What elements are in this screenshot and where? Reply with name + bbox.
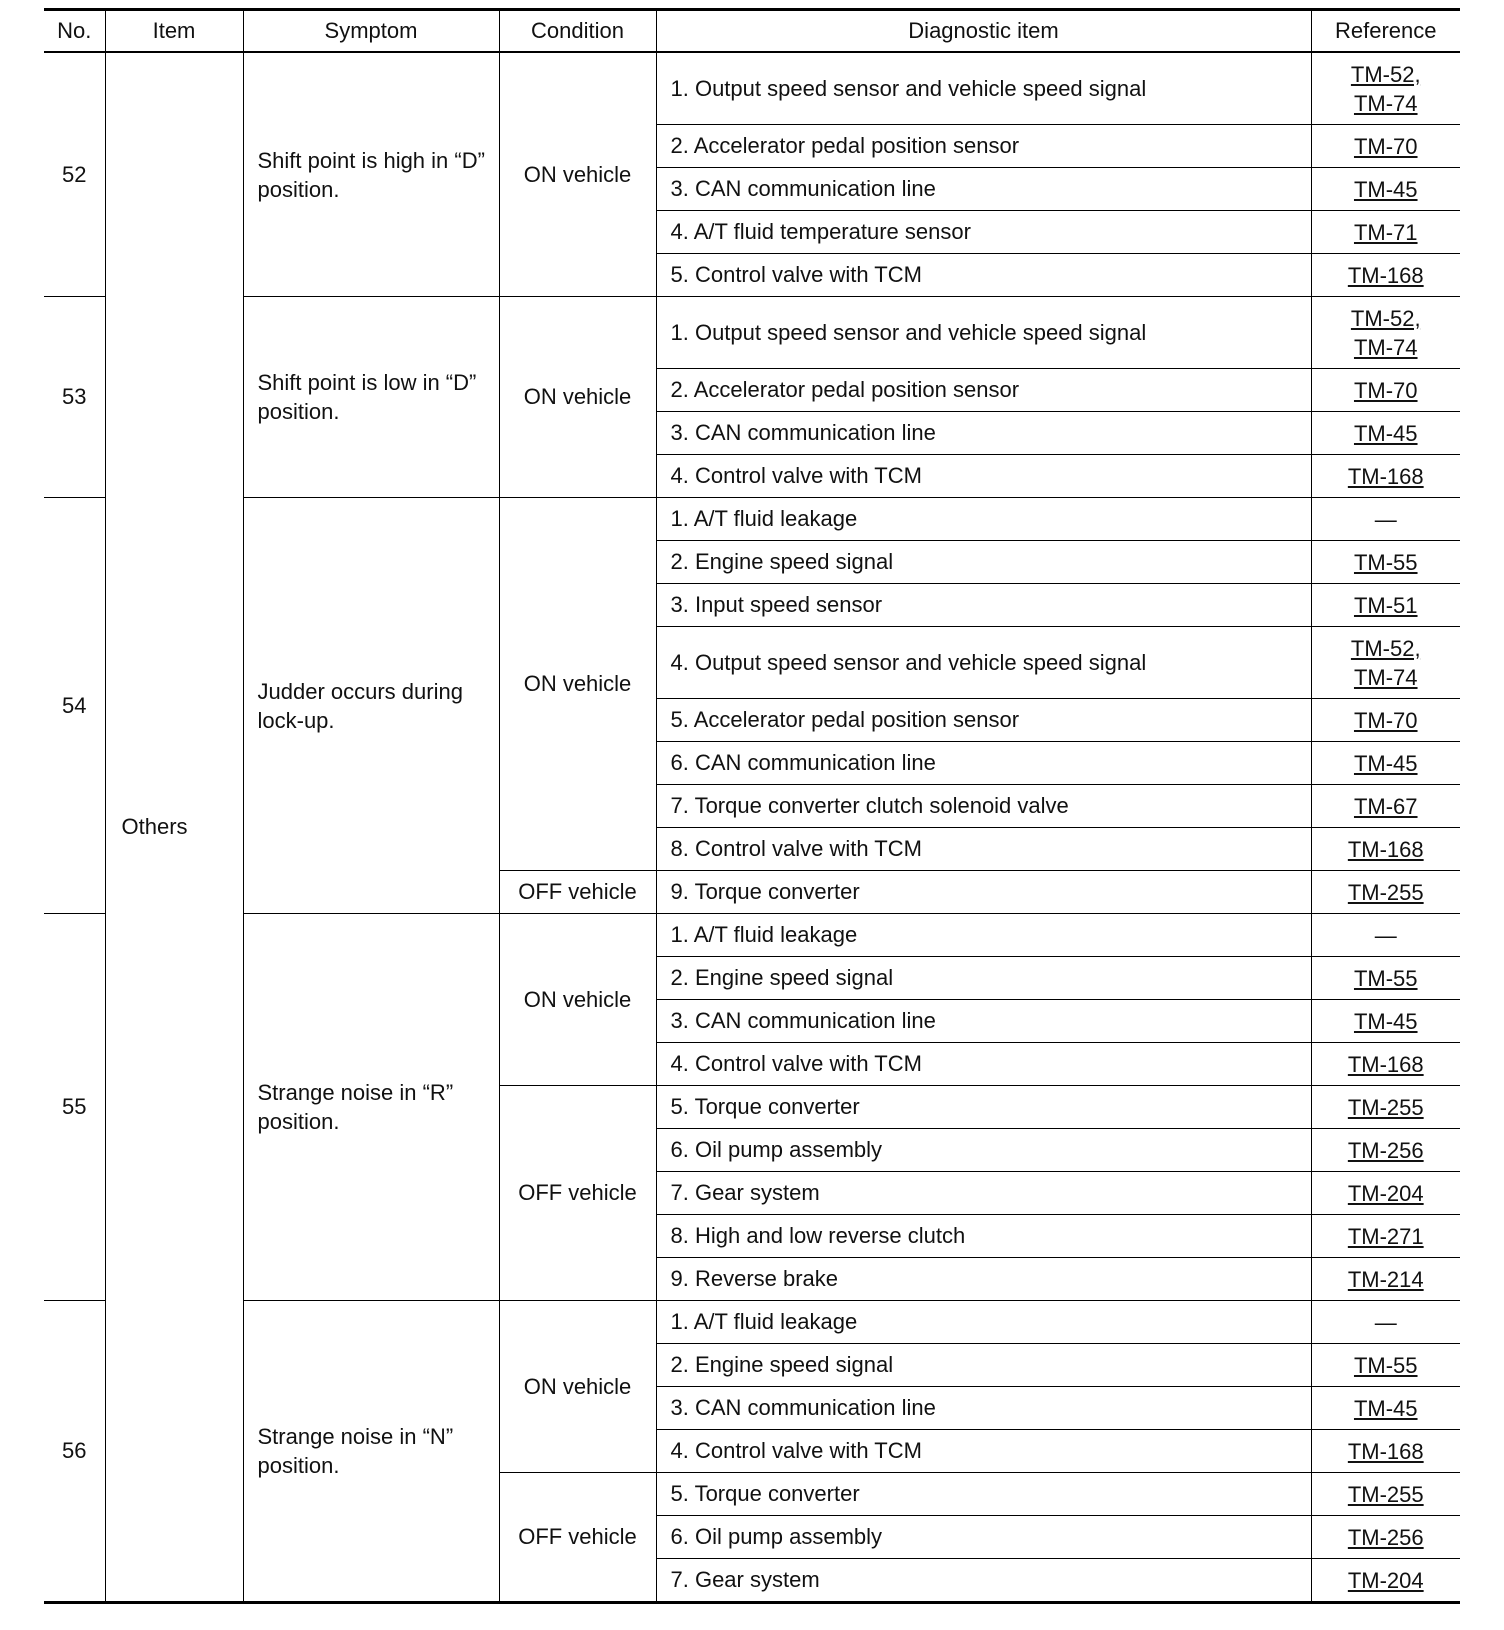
diagnostic-item-cell: 3. CAN communication line [656,1387,1311,1430]
reference-cell [1311,1473,1460,1516]
reference-link[interactable]: TM-52, [1350,61,1421,87]
reference-link[interactable]: TM-55 [1353,965,1418,991]
reference-link[interactable]: TM-256 [1347,1524,1424,1550]
reference-cell [1311,699,1460,742]
reference-cell [1311,412,1460,455]
diagnostic-item-cell: 3. CAN communication line [656,168,1311,211]
header-reference: Reference [1311,10,1460,53]
table-row [44,1301,1460,1344]
reference-cell [1311,627,1460,699]
reference-cell [1311,1430,1460,1473]
diagnostic-item-cell: 7. Gear system [656,1559,1311,1603]
symptom-cell: Strange noise in “R” position. [243,914,499,1301]
table-row [44,297,1460,369]
diagnostic-item-cell: 6. CAN communication line [656,742,1311,785]
condition-cell: ON vehicle [499,297,656,498]
reference-link[interactable]: TM-255 [1347,879,1424,905]
diagnostic-item-cell: 6. Oil pump assembly [656,1516,1311,1559]
row-number: 56 [44,1301,105,1603]
reference-cell [1311,1043,1460,1086]
reference-link[interactable]: TM-74 [1353,90,1418,116]
diagnostic-item-cell: 7. Gear system [656,1172,1311,1215]
symptom-cell: Shift point is low in “D” position. [243,297,499,498]
condition-cell: OFF vehicle [499,1086,656,1301]
reference-cell [1311,1215,1460,1258]
diagnostic-item-cell: 6. Oil pump assembly [656,1129,1311,1172]
reference-cell [1311,1387,1460,1430]
diagnostic-item-cell: 4. Control valve with TCM [656,455,1311,498]
row-number: 54 [44,498,105,914]
diagnostic-item-cell: 4. A/T fluid temperature sensor [656,211,1311,254]
header-row [44,10,1460,53]
reference-link[interactable]: TM-256 [1347,1137,1424,1163]
reference-link[interactable]: TM-45 [1353,1395,1418,1421]
reference-cell [1311,369,1460,412]
reference-cell [1311,1086,1460,1129]
reference-link[interactable]: TM-168 [1347,463,1424,489]
row-number: 55 [44,914,105,1301]
reference-link[interactable]: TM-271 [1347,1223,1424,1249]
diagnostic-item-cell: 7. Torque converter clutch solenoid valve [656,785,1311,828]
diagnostic-item-cell: 3. CAN communication line [656,1000,1311,1043]
reference-link[interactable]: TM-67 [1353,793,1418,819]
reference-link[interactable]: TM-71 [1353,219,1418,245]
diagnostic-item-cell: 8. Control valve with TCM [656,828,1311,871]
reference-cell [1311,455,1460,498]
symptom-cell: Judder occurs during lock-up. [243,498,499,914]
header-item: Item [105,10,243,53]
diagnostic-item-cell: 2. Engine speed signal [656,957,1311,1000]
diagnostic-item-cell: 4. Output speed sensor and vehicle speed signal [656,627,1311,699]
reference-cell [1311,168,1460,211]
reference-none: — [1374,1309,1397,1335]
reference-link[interactable]: TM-204 [1347,1180,1424,1206]
reference-link[interactable]: TM-204 [1347,1567,1424,1593]
reference-link[interactable]: TM-70 [1353,377,1418,403]
reference-cell [1311,914,1460,957]
reference-link[interactable]: TM-45 [1353,420,1418,446]
reference-link[interactable]: TM-52, [1350,635,1421,661]
diagnostic-item-cell: 8. High and low reverse clutch [656,1215,1311,1258]
reference-none: — [1374,922,1397,948]
header-diagnostic-item: Diagnostic item [656,10,1311,53]
diagnostic-item-cell: 1. Output speed sensor and vehicle speed signal [656,52,1311,125]
item-cell: Others [105,52,243,1603]
table-row [44,914,1460,957]
reference-link[interactable]: TM-255 [1347,1481,1424,1507]
header-symptom: Symptom [243,10,499,53]
table-row [44,498,1460,541]
row-number: 53 [44,297,105,498]
diagnostic-item-cell: 2. Accelerator pedal position sensor [656,369,1311,412]
diagnostic-item-cell: 3. Input speed sensor [656,584,1311,627]
reference-cell [1311,1000,1460,1043]
reference-cell [1311,1129,1460,1172]
table-body [44,52,1460,1603]
diagnostic-item-cell: 1. A/T fluid leakage [656,498,1311,541]
condition-cell: ON vehicle [499,914,656,1086]
reference-link[interactable]: TM-74 [1353,664,1418,690]
reference-cell [1311,957,1460,1000]
reference-link[interactable]: TM-55 [1353,1352,1418,1378]
reference-link[interactable]: TM-168 [1347,836,1424,862]
reference-link[interactable]: TM-74 [1353,334,1418,360]
symptom-cell: Strange noise in “N” position. [243,1301,499,1603]
condition-cell: OFF vehicle [499,871,656,914]
reference-cell [1311,1172,1460,1215]
diagnosis-table [44,8,1460,1604]
diagnostic-item-cell: 2. Engine speed signal [656,541,1311,584]
reference-link[interactable]: TM-52, [1350,305,1421,331]
reference-cell [1311,1258,1460,1301]
reference-link[interactable]: TM-214 [1347,1266,1424,1292]
reference-cell [1311,871,1460,914]
reference-cell [1311,742,1460,785]
reference-cell [1311,1559,1460,1603]
header-no: No. [44,10,105,53]
reference-link[interactable]: TM-55 [1353,549,1418,575]
reference-link[interactable]: TM-45 [1353,176,1418,202]
diagnostic-item-cell: 3. CAN communication line [656,412,1311,455]
reference-cell [1311,785,1460,828]
diagnostic-item-cell: 2. Accelerator pedal position sensor [656,125,1311,168]
row-number: 52 [44,52,105,297]
reference-cell [1311,541,1460,584]
diagnostic-item-cell: 2. Engine speed signal [656,1344,1311,1387]
condition-cell: ON vehicle [499,498,656,871]
reference-cell [1311,584,1460,627]
diagnostic-item-cell: 9. Torque converter [656,871,1311,914]
reference-none: — [1374,506,1397,532]
reference-link[interactable]: TM-255 [1347,1094,1424,1120]
reference-cell [1311,297,1460,369]
header-condition: Condition [499,10,656,53]
symptom-cell: Shift point is high in “D” position. [243,52,499,297]
reference-cell [1311,1516,1460,1559]
diagnostic-item-cell: 1. Output speed sensor and vehicle speed signal [656,297,1311,369]
diagnostic-item-cell: 4. Control valve with TCM [656,1043,1311,1086]
reference-link[interactable]: TM-168 [1347,262,1424,288]
reference-link[interactable]: TM-45 [1353,1008,1418,1034]
reference-cell [1311,254,1460,297]
reference-cell [1311,1344,1460,1387]
diagnostic-item-cell: 4. Control valve with TCM [656,1430,1311,1473]
reference-cell [1311,828,1460,871]
table-row [44,52,1460,125]
condition-cell: OFF vehicle [499,1473,656,1603]
diagnostic-item-cell: 5. Torque converter [656,1086,1311,1129]
condition-cell: ON vehicle [499,52,656,297]
reference-link[interactable]: TM-51 [1353,592,1418,618]
reference-cell [1311,1301,1460,1344]
reference-link[interactable]: TM-70 [1353,707,1418,733]
condition-cell: ON vehicle [499,1301,656,1473]
reference-cell [1311,52,1460,125]
reference-link[interactable]: TM-168 [1347,1438,1424,1464]
diagnostic-item-cell: 1. A/T fluid leakage [656,1301,1311,1344]
reference-cell [1311,211,1460,254]
diagnostic-item-cell: 1. A/T fluid leakage [656,914,1311,957]
reference-link[interactable]: TM-168 [1347,1051,1424,1077]
reference-cell [1311,498,1460,541]
diagnostic-item-cell: 9. Reverse brake [656,1258,1311,1301]
diagnostic-item-cell: 5. Torque converter [656,1473,1311,1516]
reference-cell [1311,125,1460,168]
diagnostic-item-cell: 5. Accelerator pedal position sensor [656,699,1311,742]
reference-link[interactable]: TM-45 [1353,750,1418,776]
reference-link[interactable]: TM-70 [1353,133,1418,159]
diagnostic-item-cell: 5. Control valve with TCM [656,254,1311,297]
